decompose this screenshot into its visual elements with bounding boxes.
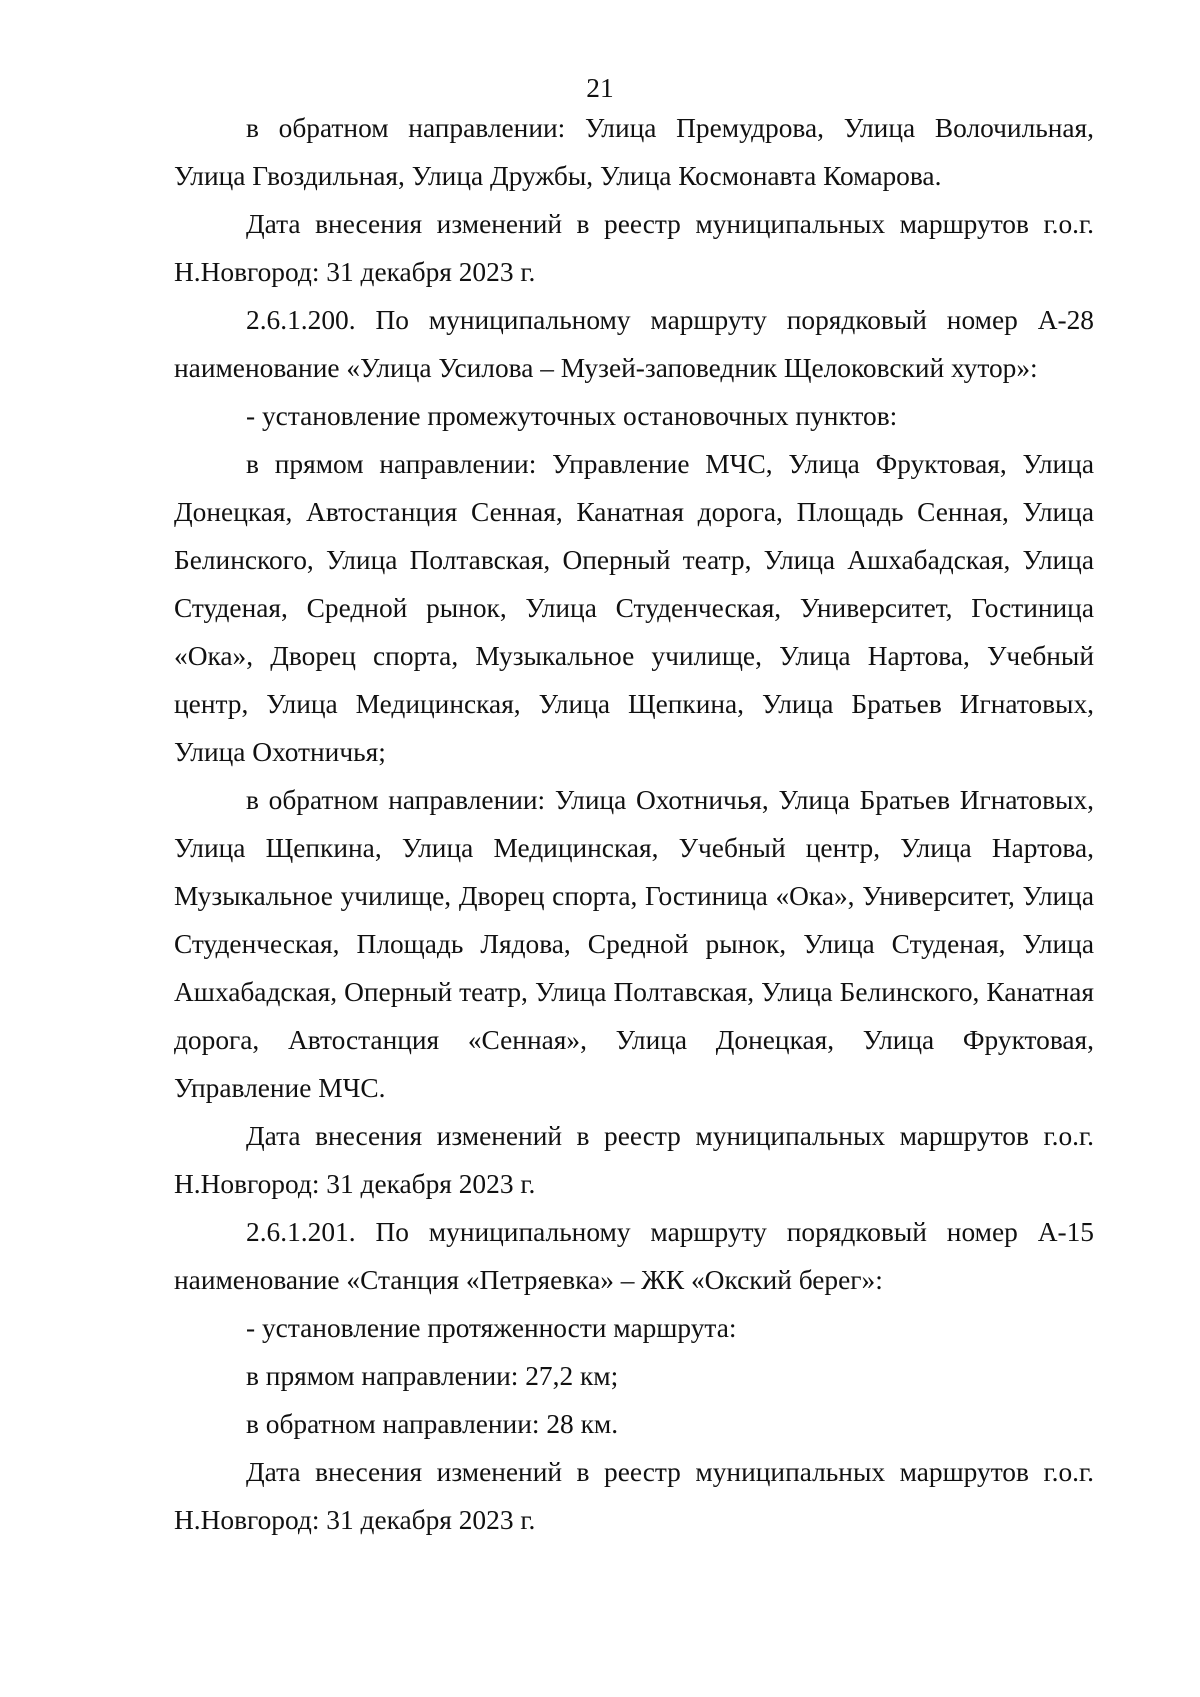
paragraph-registry-date: Дата внесения изменений в реестр муниципальных маршрутов г.о.г. Н.Новгород: 31 декабря 2023 г. [174, 209, 1094, 287]
paragraph-route-length-title: - установление протяженности маршрута: [246, 1313, 737, 1343]
paragraph-route-a15-heading: 2.6.1.201. По муниципальному маршруту порядковый номер А-15 наименование «Станция «Петряевка» – ЖК «Окский берег»: [174, 1217, 1094, 1295]
paragraph-return-direction-stops: в обратном направлении: Улица Премудрова, Улица Волочильная, Улица Гвоздильная, Улица Дружбы, Улица Космонавта Комарова. [174, 113, 1094, 191]
paragraph-reverse-direction-stops: в обратном направлении: Улица Охотничья, Улица Братьев Игнатовых, Улица Щепкина, Улица Медицинская, Учебный центр, Улица Нартова, Музыкальное училище, Дворец спорта, Гостиница «Ока», Университет, Улица Студенческая, Площадь Лядова, Средной рынок, Улица Студеная, Улица Ашхабадская, Оперный театр, Улица Полтавская, Улица Белинского, Канатная дорога, Автостанция «Сенная», Улица Донецкая, Улица Фруктовая, Управление МЧС. [174, 785, 1094, 1103]
paragraph-reverse-length: в обратном направлении: 28 км. [246, 1409, 619, 1439]
paragraph-intermediate-stops-title: - установление промежуточных остановочных пунктов: [246, 401, 898, 431]
paragraph-forward-direction-stops: в прямом направлении: Управление МЧС, Улица Фруктовая, Улица Донецкая, Автостанция Сенная, Канатная дорога, Площадь Сенная, Улица Белинского, Улица Полтавская, Оперный театр, Улица Ашхабадская, Улица Студеная, Средной рынок, Улица Студенческая, Университет, Гостиница «Ока», Дворец спорта, Музыкальное училище, Улица Нартова, Учебный центр, Улица Медицинская, Улица Щепкина, Улица Братьев Игнатовых, Улица Охотничья; [174, 449, 1094, 767]
document-body [174, 104, 1094, 1544]
page-number: 21 [586, 73, 614, 103]
paragraph-forward-length: в прямом направлении: 27,2 км; [246, 1361, 619, 1391]
paragraph-registry-date: Дата внесения изменений в реестр муниципальных маршрутов г.о.г. Н.Новгород: 31 декабря 2023 г. [174, 1457, 1094, 1535]
paragraph-route-a28-heading: 2.6.1.200. По муниципальному маршруту порядковый номер А-28 наименование «Улица Усилова – Музей-заповедник Щелоковский хутор»: [174, 305, 1094, 383]
paragraph-registry-date: Дата внесения изменений в реестр муниципальных маршрутов г.о.г. Н.Новгород: 31 декабря 2023 г. [174, 1121, 1094, 1199]
